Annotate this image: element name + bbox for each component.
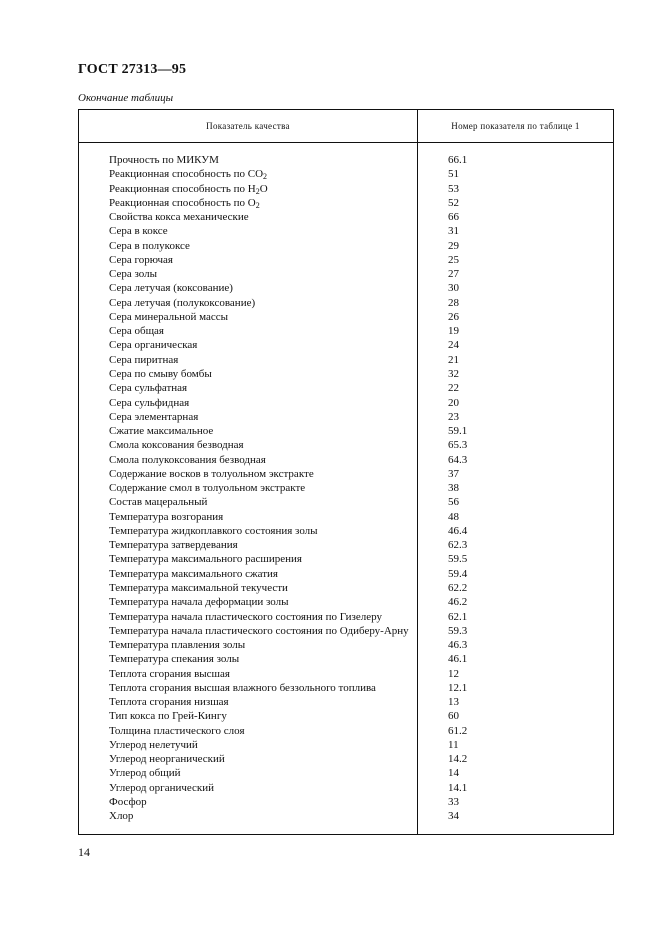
indicator-name — [109, 367, 212, 381]
indicator-number: 12 — [448, 667, 459, 680]
indicator-number: 38 — [448, 482, 459, 495]
indicator-name-text: Температура плавления золы — [109, 639, 246, 652]
formula-subscript: 2 — [255, 200, 260, 210]
indicator-name-text: Температура спекания золы — [109, 653, 240, 666]
indicator-name-text: Температура начала пластического состояния по Гизелеру — [109, 610, 382, 623]
quality-table — [78, 109, 614, 835]
indicator-number: 51 — [448, 168, 459, 181]
indicator-name-text: Прочность по МИКУМ — [109, 154, 219, 166]
indicator-name-text: Смола полукоксования безводная — [109, 453, 266, 466]
indicator-number: 59.5 — [448, 553, 468, 566]
indicator-name — [109, 624, 409, 638]
indicator-number: 14.1 — [448, 781, 468, 794]
table-row — [79, 624, 613, 638]
indicator-name — [109, 167, 267, 181]
indicator-number: 11 — [448, 738, 459, 751]
table-row — [79, 453, 613, 467]
indicator-name — [109, 567, 278, 581]
indicator-number: 29 — [448, 239, 459, 252]
indicator-number: 60 — [448, 710, 459, 723]
table-row — [79, 510, 613, 524]
indicator-name — [109, 281, 233, 295]
indicator-name-text: Температура затвердевания — [109, 539, 238, 552]
table-row — [79, 567, 613, 581]
table-row — [79, 310, 613, 324]
indicator-number: 14 — [448, 767, 459, 780]
indicator-name-text: Сера горючая — [109, 253, 173, 266]
table-row — [79, 267, 613, 281]
column-header-number: Номер показателя по таблице 1 — [451, 121, 580, 131]
table-row — [79, 552, 613, 566]
indicator-name — [109, 552, 302, 566]
table-row — [79, 467, 613, 481]
indicator-name — [109, 224, 168, 238]
indicator-name — [109, 196, 260, 210]
indicator-name — [109, 595, 289, 609]
indicator-number: 64.3 — [448, 453, 468, 466]
table-row — [79, 581, 613, 595]
indicator-number: 28 — [448, 296, 459, 309]
indicator-name-text: Теплота сгорания высшая влажного беззольного топлива — [109, 681, 376, 694]
indicator-number: 25 — [448, 253, 459, 266]
indicator-number: 46.4 — [448, 524, 468, 537]
indicator-name — [109, 396, 189, 410]
indicator-number: 62.1 — [448, 610, 468, 623]
table-row — [79, 795, 613, 809]
indicator-name — [109, 296, 255, 310]
table-row — [79, 353, 613, 367]
indicator-number: 20 — [448, 396, 459, 409]
indicator-name — [109, 638, 245, 652]
indicator-name — [109, 495, 207, 509]
indicator-name — [109, 652, 239, 666]
indicator-name-text: Сера элементарная — [109, 410, 199, 423]
indicator-number: 22 — [448, 382, 459, 395]
indicator-name-text: Фосфор — [109, 795, 147, 808]
indicator-name — [109, 510, 223, 524]
table-row — [79, 367, 613, 381]
page-number: 14 — [78, 845, 90, 859]
table-row — [79, 296, 613, 310]
indicator-name — [109, 267, 157, 281]
indicator-number: 56 — [448, 496, 459, 509]
indicator-number: 59.1 — [448, 425, 468, 438]
indicator-name-text: Содержание восков в толуольном экстракте — [109, 467, 314, 480]
indicator-number: 30 — [448, 282, 459, 295]
indicator-number: 46.2 — [448, 596, 468, 609]
indicator-number: 52 — [448, 196, 459, 209]
table-row — [79, 424, 613, 438]
indicator-name — [109, 695, 229, 709]
indicator-number: 33 — [448, 795, 459, 808]
indicator-name-text: Содержание смол в толуольном экстракте — [109, 482, 306, 495]
indicator-name-text: Теплота сгорания высшая — [109, 667, 230, 680]
indicator-number: 12.1 — [448, 681, 468, 694]
indicator-name — [109, 481, 305, 495]
indicator-name-text: Сера сульфидная — [109, 396, 190, 409]
indicator-number: 24 — [448, 339, 459, 352]
indicator-name — [109, 467, 314, 481]
indicator-name-text: Тип кокса по Грей-Кингу — [109, 710, 227, 723]
table-row — [79, 182, 613, 196]
table-row — [79, 495, 613, 509]
indicator-number: 59.3 — [448, 624, 468, 637]
indicator-number: 13 — [448, 696, 459, 709]
indicator-number: 34 — [448, 810, 459, 823]
table-row — [79, 809, 613, 823]
indicator-name-text: Температура возгорания — [109, 510, 224, 523]
table-row — [79, 738, 613, 752]
table-row — [79, 396, 613, 410]
indicator-name — [109, 538, 238, 552]
indicator-number: 14.2 — [448, 753, 468, 766]
indicator-name-text: Сера золы — [109, 268, 158, 281]
indicator-name — [109, 153, 219, 167]
header-divider — [79, 142, 613, 143]
indicator-name — [109, 738, 198, 752]
table-row — [79, 595, 613, 609]
table-row — [79, 724, 613, 738]
table-row — [79, 652, 613, 666]
indicator-name-text: Сера в полукоксе — [109, 239, 190, 252]
indicator-name-text: Сера летучая (коксование) — [109, 282, 233, 295]
table-row — [79, 153, 613, 167]
indicator-name — [109, 795, 147, 809]
indicator-name — [109, 438, 244, 452]
indicator-name-text: Сера летучая (полукоксование) — [109, 296, 256, 309]
table-row — [79, 695, 613, 709]
indicator-name-text: Реакционная способность по H — [109, 182, 256, 195]
table-row — [79, 481, 613, 495]
table-row — [79, 538, 613, 552]
indicator-name-text: Углерод органический — [109, 781, 215, 794]
table-row — [79, 410, 613, 424]
indicator-number: 26 — [448, 310, 459, 323]
indicator-name-text: Температура начала пластического состояния по Одиберу-Арну — [109, 624, 409, 637]
indicator-name — [109, 353, 178, 367]
table-row — [79, 281, 613, 295]
indicator-name-text: Температура жидкоплавкого состояния золы — [109, 524, 318, 537]
indicator-name-text: Сера по смыву бомбы — [109, 367, 212, 380]
table-row — [79, 253, 613, 267]
indicator-name-text: Сера в коксе — [109, 225, 168, 238]
indicator-name-text: Теплота сгорания низшая — [109, 696, 229, 709]
indicator-name-text: Хлор — [109, 810, 134, 823]
indicator-name — [109, 809, 133, 823]
indicator-name — [109, 667, 230, 681]
table-row — [79, 681, 613, 695]
table-body — [79, 153, 613, 823]
indicator-name — [109, 182, 268, 196]
indicator-name — [109, 781, 214, 795]
indicator-name-text: Сера органическая — [109, 339, 198, 352]
indicator-number: 46.3 — [448, 639, 468, 652]
indicator-name-text: Сера общая — [109, 325, 164, 338]
table-row — [79, 438, 613, 452]
indicator-name-text: Реакционная способность по O — [109, 196, 256, 209]
table-row — [79, 224, 613, 238]
table-row — [79, 610, 613, 624]
indicator-name — [109, 453, 266, 467]
indicator-name — [109, 338, 197, 352]
indicator-name-text: Температура начала деформации золы — [109, 596, 289, 609]
indicator-name — [109, 752, 225, 766]
indicator-number: 59.4 — [448, 567, 468, 580]
document-code: ГОСТ 27313—95 — [78, 62, 187, 77]
indicator-number: 48 — [448, 510, 459, 523]
indicator-name-text: Свойства кокса механические — [109, 211, 249, 224]
table-row — [79, 766, 613, 780]
indicator-number: 53 — [448, 182, 459, 195]
table-caption: Окончание таблицы — [78, 92, 174, 104]
table-row — [79, 667, 613, 681]
indicator-name — [109, 610, 382, 624]
table-row — [79, 524, 613, 538]
indicator-name-text: Сера пиритная — [109, 353, 179, 366]
table-row — [79, 709, 613, 723]
indicator-name-text: Углерод неорганический — [109, 753, 225, 766]
indicator-name — [109, 766, 181, 780]
indicator-name — [109, 581, 288, 595]
indicator-name-text: Температура максимального расширения — [109, 553, 302, 566]
indicator-name — [109, 709, 227, 723]
indicator-name-text: Сера минеральной массы — [109, 310, 229, 323]
indicator-number: 31 — [448, 225, 459, 238]
table-row — [79, 752, 613, 766]
indicator-name — [109, 524, 318, 538]
indicator-name — [109, 310, 228, 324]
table-row — [79, 239, 613, 253]
indicator-number: 23 — [448, 410, 459, 423]
indicator-number: 66 — [448, 211, 459, 224]
indicator-name-text: Температура максимальной текучести — [109, 581, 288, 594]
column-header-indicator: Показатель качества — [206, 121, 290, 131]
table-row — [79, 638, 613, 652]
indicator-number: 65.3 — [448, 439, 468, 452]
indicator-number: 61.2 — [448, 724, 468, 737]
indicator-name-text: Температура максимального сжатия — [109, 567, 278, 580]
table-row — [79, 167, 613, 181]
indicator-number: 62.3 — [448, 539, 468, 552]
formula-suffix: O — [259, 182, 268, 195]
indicator-name — [109, 424, 213, 438]
indicator-number: 46.1 — [448, 653, 468, 666]
indicator-number: 37 — [448, 467, 459, 480]
indicator-number: 27 — [448, 268, 459, 281]
indicator-number: 32 — [448, 367, 459, 380]
indicator-name — [109, 210, 249, 224]
indicator-name-text: Реакционная способность по CO — [109, 168, 264, 181]
indicator-name-text: Углерод нелетучий — [109, 738, 198, 751]
table-row — [79, 210, 613, 224]
indicator-name-text: Сжатие максимальное — [109, 425, 214, 438]
indicator-name — [109, 239, 190, 253]
indicator-number: 19 — [448, 325, 459, 338]
indicator-number: 66.1 — [448, 154, 468, 166]
indicator-name — [109, 381, 187, 395]
indicator-name — [109, 410, 198, 424]
indicator-name-text: Сера сульфатная — [109, 382, 188, 395]
table-row — [79, 781, 613, 795]
table-row — [79, 338, 613, 352]
indicator-name — [109, 253, 173, 267]
formula-subscript: 2 — [263, 172, 268, 182]
indicator-number: 21 — [448, 353, 459, 366]
indicator-name-text: Состав мацеральный — [109, 496, 208, 509]
table-row — [79, 324, 613, 338]
table-row — [79, 196, 613, 210]
indicator-name-text: Смола коксования безводная — [109, 439, 244, 452]
indicator-number: 62.2 — [448, 581, 468, 594]
indicator-name-text: Углерод общий — [109, 767, 181, 780]
indicator-name — [109, 724, 245, 738]
table-row — [79, 381, 613, 395]
indicator-name — [109, 324, 164, 338]
formula-subscript: 2 — [255, 186, 260, 196]
indicator-name — [109, 681, 376, 695]
indicator-name-text: Толщина пластического слоя — [109, 724, 245, 737]
